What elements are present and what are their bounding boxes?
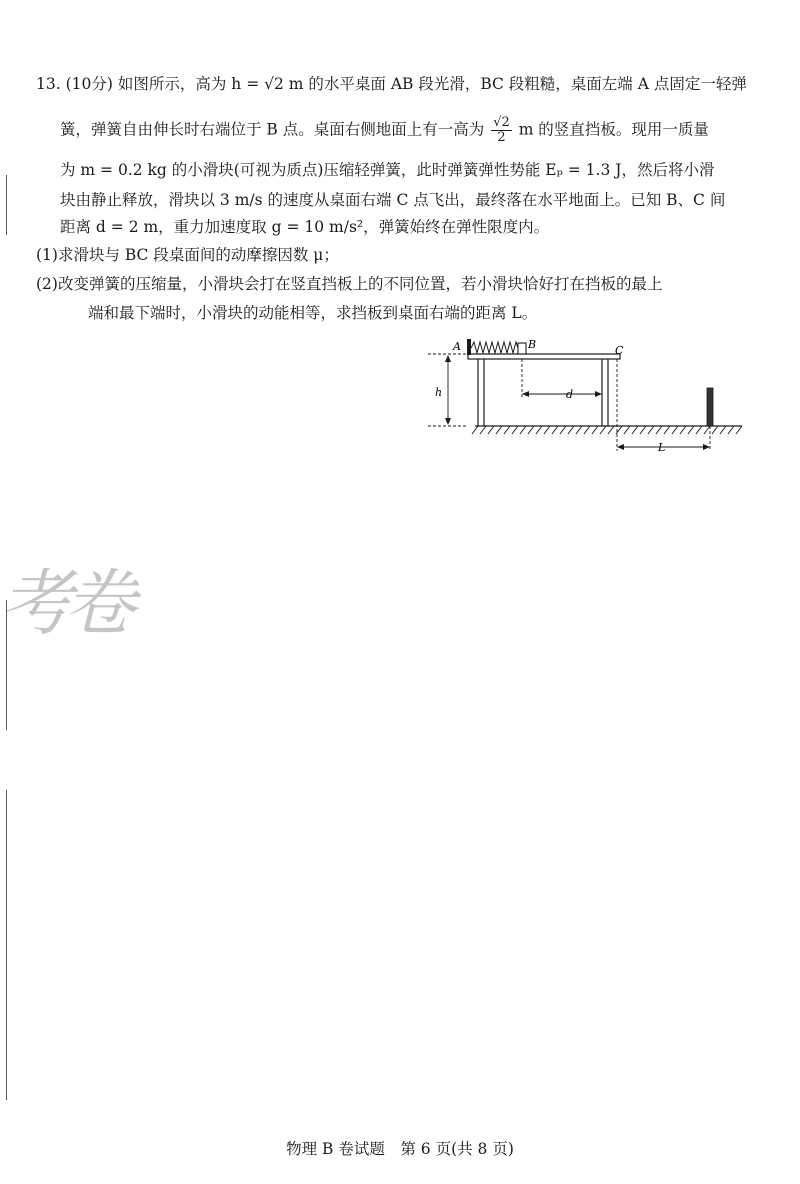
question-text: m 的竖直挡板。现用一质量 [518, 120, 709, 139]
physics-diagram [420, 336, 750, 464]
binding-margin-line [6, 175, 7, 235]
question-number: 13. [36, 75, 61, 93]
label-a: A [453, 340, 461, 353]
fraction-denominator: 2 [497, 130, 506, 145]
height-fraction [491, 116, 512, 145]
question-line-2 [60, 116, 750, 145]
question-text: 簧，弹簧自由伸长时右端位于 B 点。桌面右侧地面上有一高为 [60, 120, 485, 139]
sub-question-2 [36, 273, 726, 295]
question-text: 如图所示，高为 h = √2 m 的水平桌面 AB 段光滑，BC 段粗糙，桌面左端 A 点固定一轻弹 [117, 75, 747, 93]
question-points: (10分) [65, 75, 113, 93]
label-l: L [658, 441, 666, 454]
question-text: 距离 d = 2 m，重力加速度取 g = 10 m/s²，弹簧始终在弹性限度内。 [60, 218, 550, 236]
question-line-1 [36, 73, 747, 95]
label-c: C [615, 344, 624, 357]
question-text: 块由静止释放，滑块以 3 m/s 的速度从桌面右端 C 点飞出，最终落在水平地面上。已知 B、C 间 [60, 191, 726, 209]
sub-question-text: (1)求滑块与 BC 段桌面间的动摩擦因数 μ； [36, 246, 339, 264]
sub-question-2-cont [88, 302, 778, 324]
sub-question-text: (2)改变弹簧的压缩量，小滑块会打在竖直挡板上的不同位置，若小滑块恰好打在挡板的最上 [36, 275, 663, 293]
question-line-3 [60, 159, 750, 181]
label-h: h [435, 386, 443, 399]
spring [471, 342, 518, 353]
page-footer: 物理 B 卷试题 第 6 页(共 8 页) [286, 1140, 514, 1158]
binding-margin-line [6, 790, 7, 1100]
vertical-board [707, 388, 713, 426]
label-d: d [566, 388, 574, 401]
question-text: 为 m = 0.2 kg 的小滑块(可视为质点)压缩轻弹簧，此时弹簧弹性势能 Eₚ = 1.3 J，然后将小滑 [60, 161, 715, 179]
fraction-numerator: √2 [493, 115, 510, 130]
ground-hatching [472, 426, 742, 434]
watermark-stamp: 考卷 [0, 561, 129, 645]
question-line-4 [60, 189, 750, 211]
sub-question-text: 端和最下端时，小滑块的动能相等，求挡板到桌面右端的距离 L。 [88, 304, 538, 322]
sub-question-1 [36, 244, 726, 266]
label-b: B [528, 338, 537, 351]
question-line-5 [60, 216, 750, 238]
slider-block [518, 343, 526, 354]
